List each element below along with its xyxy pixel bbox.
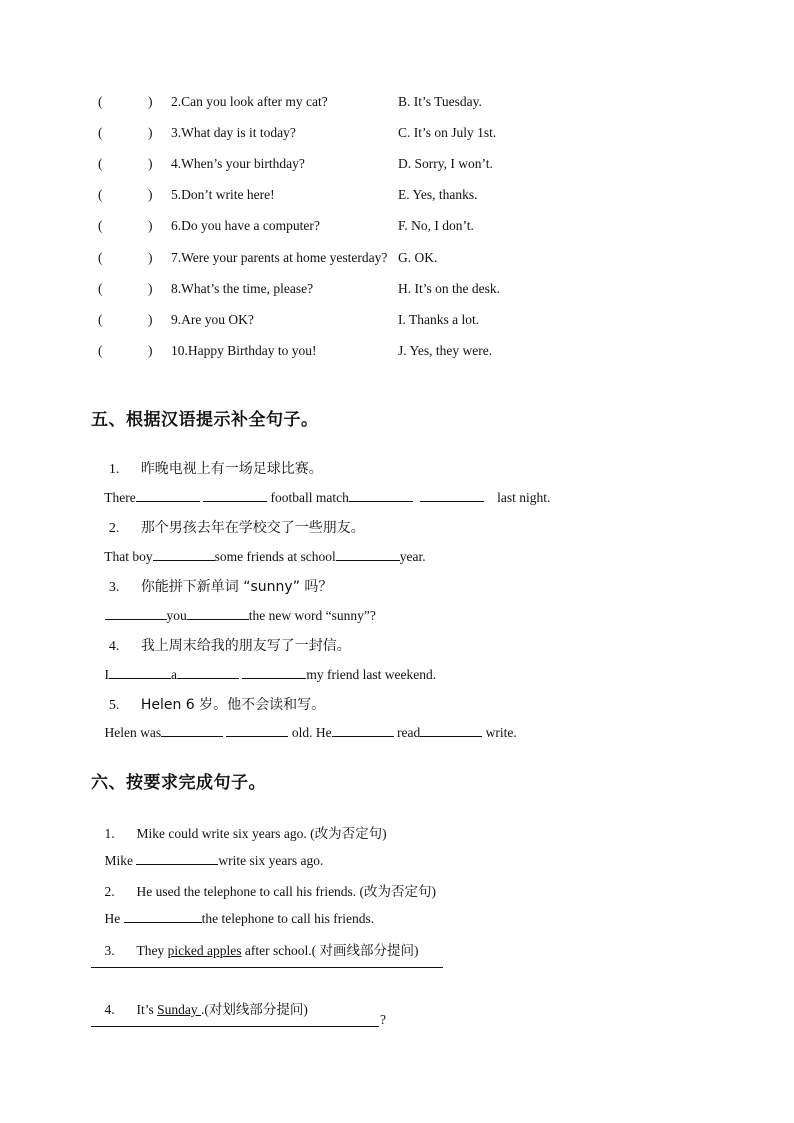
matching-answer: B. It’s Tuesday. bbox=[398, 94, 482, 109]
answer-blank[interactable] bbox=[124, 910, 202, 923]
answer-line[interactable] bbox=[91, 966, 443, 968]
s5-item2-chinese: 2. 那个男孩去年在学校交了一些朋友。 bbox=[108, 520, 365, 536]
answer-blank[interactable] bbox=[420, 724, 482, 737]
answer-paren-open[interactable]: ( bbox=[98, 250, 103, 265]
s6-item4-prompt: 4. It’s Sunday .(对划线部分提问) bbox=[104, 1002, 308, 1017]
answer-paren-open[interactable]: ( bbox=[98, 94, 103, 109]
s5-item1-english: There football match last night. bbox=[104, 490, 551, 505]
answer-paren-open[interactable]: ( bbox=[98, 156, 103, 171]
s5-item5-chinese: 5. Helen 6 岁。他不会读和写。 bbox=[108, 697, 326, 713]
s5-item3-english: you the new word “sunny”? bbox=[91, 591, 376, 640]
matching-answer: D. Sorry, I won’t. bbox=[398, 156, 493, 171]
answer-paren-close[interactable]: ) bbox=[148, 343, 153, 358]
answer-blank[interactable] bbox=[161, 724, 223, 737]
matching-question: 3.What day is it today? bbox=[171, 125, 296, 140]
s6-item2-prompt: 2. He used the telephone to call his friends. (改为否定句) bbox=[104, 884, 437, 899]
answer-paren-close[interactable]: ) bbox=[148, 281, 153, 296]
s6-item2-answer: He the telephone to call his friends. bbox=[104, 911, 375, 926]
matching-question: 4.When’s your birthday? bbox=[171, 156, 305, 171]
answer-paren-close[interactable]: ) bbox=[148, 250, 153, 265]
s5-item4-chinese: 4. 我上周末给我的朋友写了一封信。 bbox=[108, 638, 351, 654]
answer-blank[interactable] bbox=[226, 724, 288, 737]
s5-item3-chinese: 3. 你能拼下新单词 “sunny” 吗？ bbox=[108, 579, 333, 595]
matching-answer: I. Thanks a lot. bbox=[398, 312, 480, 327]
answer-blank[interactable] bbox=[332, 724, 394, 737]
matching-question: 6.Do you have a computer? bbox=[171, 218, 320, 233]
answer-paren-open[interactable]: ( bbox=[98, 281, 103, 296]
matching-answer: G. OK. bbox=[398, 250, 438, 265]
answer-paren-close[interactable]: ) bbox=[148, 125, 153, 140]
s5-item2-english: That boy some friends at school year. bbox=[104, 549, 426, 564]
answer-paren-open[interactable]: ( bbox=[98, 187, 103, 202]
answer-paren-close[interactable]: ) bbox=[148, 218, 153, 233]
answer-blank[interactable] bbox=[336, 548, 400, 561]
s6-item1-answer: Mike write six years ago. bbox=[104, 853, 324, 868]
section6-heading: 六、按要求完成句子。 bbox=[91, 773, 266, 793]
s5-item1-chinese: 1. 昨晚电视上有一场足球比赛。 bbox=[108, 461, 323, 477]
answer-paren-open[interactable]: ( bbox=[98, 312, 103, 327]
s5-item5-english: Helen was old. He read write. bbox=[104, 725, 517, 740]
matching-question: 8.What’s the time, please? bbox=[171, 281, 314, 296]
answer-paren-open[interactable]: ( bbox=[98, 218, 103, 233]
answer-paren-close[interactable]: ) bbox=[148, 94, 153, 109]
s6-item1-prompt: 1. Mike could write six years ago. (改为否定句) bbox=[104, 826, 387, 841]
matching-answer: J. Yes, they were. bbox=[398, 343, 493, 358]
answer-paren-open[interactable]: ( bbox=[98, 125, 103, 140]
section5-heading: 五、根据汉语提示补全句子。 bbox=[91, 410, 319, 430]
matching-answer: E. Yes, thanks. bbox=[398, 187, 478, 202]
answer-paren-open[interactable]: ( bbox=[98, 343, 103, 358]
matching-answer: H. It’s on the desk. bbox=[398, 281, 500, 296]
question-mark: ? bbox=[380, 1012, 386, 1027]
answer-paren-close[interactable]: ) bbox=[148, 156, 153, 171]
answer-blank[interactable] bbox=[420, 489, 484, 502]
matching-question: 2.Can you look after my cat? bbox=[171, 94, 328, 109]
matching-answer: F. No, I don’t. bbox=[398, 218, 474, 233]
answer-line[interactable] bbox=[91, 1025, 379, 1027]
matching-question: 5.Don’t write here! bbox=[171, 187, 275, 202]
s5-item4-english: I a my friend last weekend. bbox=[104, 667, 437, 682]
answer-paren-close[interactable]: ) bbox=[148, 187, 153, 202]
matching-question: 7.Were your parents at home yesterday? bbox=[171, 250, 388, 265]
matching-answer: C. It’s on July 1st. bbox=[398, 125, 497, 140]
matching-question: 10.Happy Birthday to you! bbox=[171, 343, 317, 358]
matching-question: 9.Are you OK? bbox=[171, 312, 254, 327]
answer-paren-close[interactable]: ) bbox=[148, 312, 153, 327]
s6-item3-prompt: 3. They picked apples after school.( 对画线部分提问) bbox=[104, 943, 419, 958]
